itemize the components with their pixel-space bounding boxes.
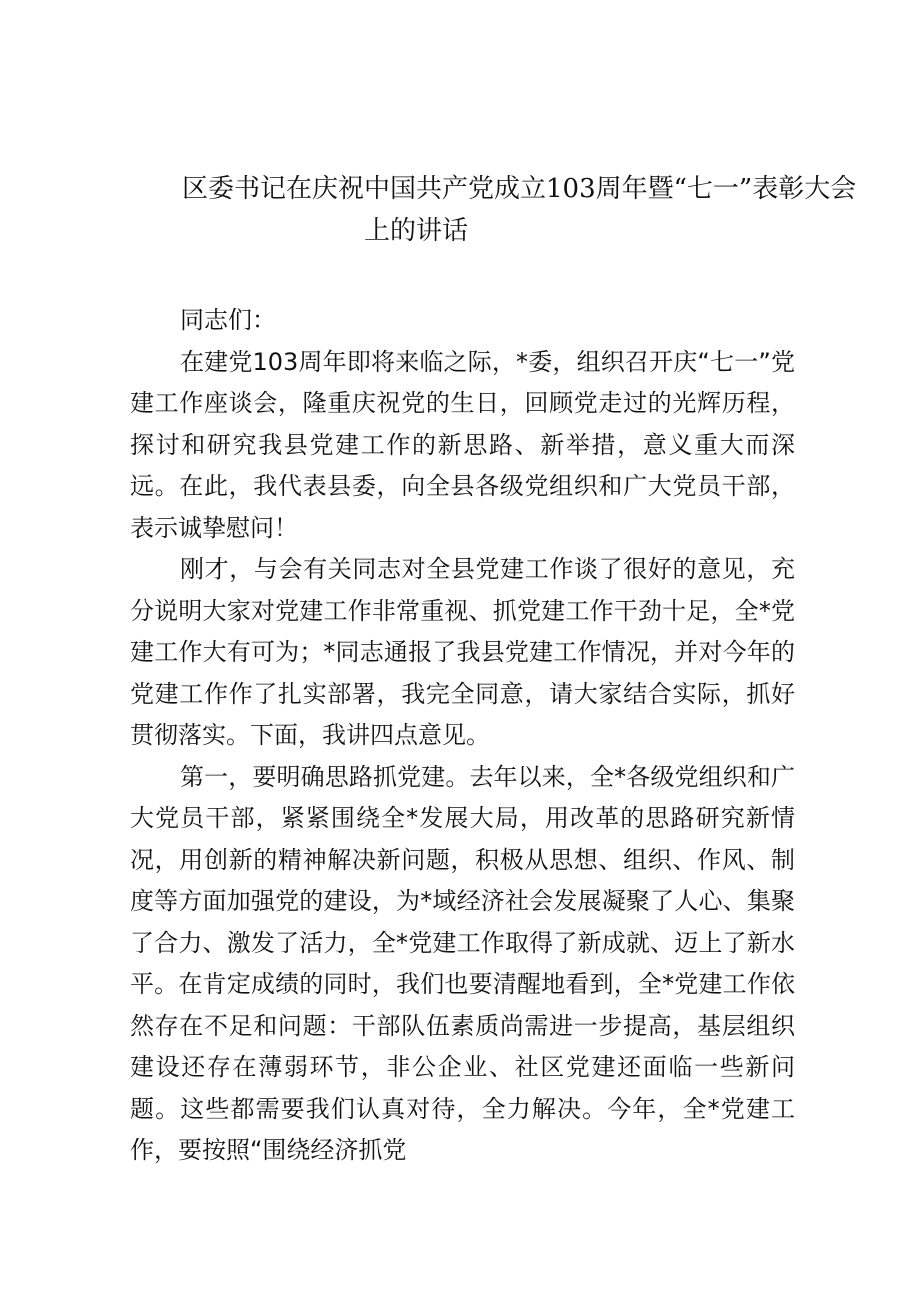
paragraph-1: 在建党103周年即将来临之际，*委，组织召开庆“七一”党建工作座谈会，隆重庆祝党的生日，回顾党走过的光辉历程，探讨和研究我县党建工作的新思路、新举措，意义重大而深远。在此，我代表县委，向全县各级党组织和广大党员干部，表示诚挚慰问！ [130,347,795,542]
paragraph-3: 第一，要明确思路抓党建。去年以来，全*各级党组织和广大党员干部，紧紧围绕全*发展大局，用改革的思路研究新情况，用创新的精神解决新问题，积极从思想、组织、作风、制度等方面加强党的建设，为*域经济社会发展凝聚了人心、集聚了合力、激发了活力，全*党建工作取得了新成就、迈上了新水平。在肯定成绩的同时，我们也要清醒地看到，全*党建工作依然存在不足和问题：干部队伍素质尚需进一步提高，基层组织建设还存在薄弱环节，非公企业、社区党建还面临一些新问题。这些都需要我们认真对待，全力解决。今年，全*党建工作，要按照“围绕经济抓党 [130,762,795,1164]
document-body [130,300,795,1172]
title-line-2: 上的讲话 [364,216,469,246]
salutation: 同志们： [180,306,276,334]
document-title [130,168,857,252]
title-line-1: 区委书记在庆祝中国共产党成立103周年暨“七一”表彰大会 [182,174,857,204]
paragraph-2: 刚才，与会有关同志对全县党建工作谈了很好的意见，充分说明大家对党建工作非常重视、抓党建工作干劲十足，全*党建工作大有可为；*同志通报了我县党建工作情况，并对今年的党建工作作了扎实部署，我完全同意，请大家结合实际，抓好贯彻落实。下面，我讲四点意见。 [130,555,795,749]
